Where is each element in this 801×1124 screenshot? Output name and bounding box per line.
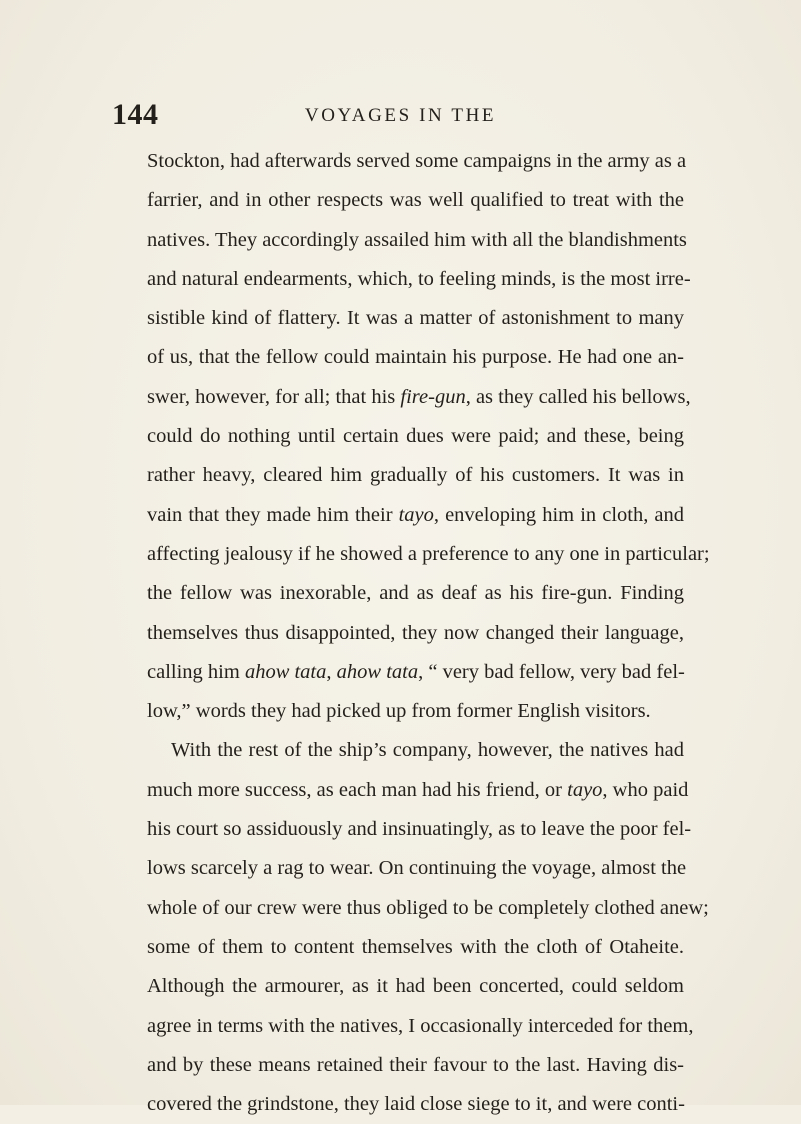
text-run: low,” words they had picked up from former English visitors.	[147, 700, 651, 723]
text-line	[147, 731, 684, 770]
text-run: and natural endearments, which, to feeling minds, is the most irre-	[147, 267, 691, 290]
body-text	[147, 142, 710, 1124]
text-line	[147, 378, 691, 417]
text-line	[147, 928, 684, 967]
text-run: Although the armourer, as it had been concerted, could seldom	[147, 975, 684, 998]
text-run: calling him	[147, 660, 245, 683]
text-run: , enveloping him in cloth, and	[433, 503, 684, 526]
italic-text: fire-gun	[400, 385, 466, 408]
text-line	[147, 810, 692, 849]
text-line	[147, 221, 687, 260]
running-head: VOYAGES IN THE	[304, 105, 497, 126]
text-run: With the rest of the ship’s company, however, the natives had	[171, 739, 684, 762]
text-line	[147, 771, 689, 810]
text-run: , as they called his bellows,	[465, 385, 691, 408]
text-run: covered the grindstone, they laid close siege to it, and were conti-	[147, 1093, 685, 1116]
text-run: lows scarcely a rag to wear. On continuing the voyage, almost the	[147, 857, 687, 880]
text-run: and by these means retained their favour to the last. Having dis-	[147, 1053, 684, 1076]
text-run: Stockton, had afterwards served some campaigns in the army as a	[147, 150, 687, 172]
text-run: vain that they made him their	[147, 503, 399, 526]
text-run: agree in terms with the natives, I occasionally interceded for them,	[147, 1014, 694, 1037]
text-line	[147, 496, 684, 535]
text-line	[147, 849, 687, 888]
italic-text: tayo	[398, 503, 434, 526]
text-line	[147, 456, 684, 495]
text-line	[147, 574, 684, 613]
text-line	[147, 299, 684, 338]
page-header	[0, 98, 801, 131]
text-run: affecting jealousy if he showed a preference to any one in particular;	[147, 542, 710, 565]
text-run: his court so assiduously and insinuatingly, as to leave the poor fel-	[147, 818, 692, 841]
text-run: farrier, and in other respects was well qualified to treat with the	[147, 189, 684, 212]
italic-text: tayo	[567, 778, 603, 801]
text-line	[147, 614, 684, 653]
text-line	[147, 181, 684, 220]
text-run: some of them to content themselves with the cloth of Otaheite.	[147, 935, 684, 958]
text-line	[147, 417, 684, 456]
text-run: of us, that the fellow could maintain his purpose. He had one an-	[147, 346, 684, 369]
text-line	[147, 967, 684, 1006]
text-run: themselves thus disappointed, they now changed their language,	[147, 621, 684, 644]
text-run: the fellow was inexorable, and as deaf as his fire-gun. Finding	[147, 582, 684, 605]
text-run: ,	[326, 660, 337, 683]
text-line	[147, 338, 684, 377]
text-run: whole of our crew were thus obliged to be completely clothed anew;	[147, 896, 709, 919]
text-run: much more success, as each man had his friend, or	[147, 778, 568, 801]
text-run: , “ very bad fellow, very bad fel-	[418, 660, 685, 683]
text-line	[147, 260, 691, 299]
text-line	[147, 1007, 694, 1046]
text-run: , who paid	[602, 778, 689, 801]
italic-text: ahow tata	[336, 660, 419, 683]
text-line	[147, 1046, 684, 1085]
text-run: could do nothing until certain dues were paid; and these, being	[147, 425, 684, 448]
text-run: natives. They accordingly assailed him with all the blandishments	[147, 228, 687, 251]
text-run: rather heavy, cleared him gradually of his customers. It was in	[147, 464, 684, 487]
text-line	[147, 692, 684, 731]
italic-text: ahow tata	[244, 660, 327, 683]
text-line	[147, 535, 710, 574]
page-number: 144	[112, 98, 159, 131]
text-run: sistible kind of flattery. It was a matter of astonishment to many	[147, 307, 684, 330]
text-line	[147, 889, 709, 928]
text-line	[147, 653, 684, 692]
text-run: swer, however, for all; that his	[147, 385, 401, 408]
text-line	[147, 142, 687, 181]
